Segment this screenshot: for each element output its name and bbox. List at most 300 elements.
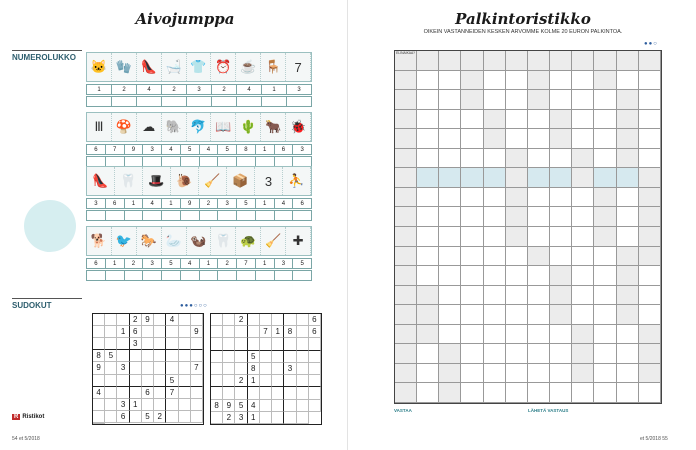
answer-cell[interactable]	[506, 286, 528, 306]
sudoku-cell[interactable]	[272, 412, 284, 424]
sudoku-cell[interactable]	[260, 400, 272, 412]
answer-cell[interactable]	[143, 210, 162, 221]
answer-cell[interactable]	[528, 129, 550, 149]
answer-cell[interactable]	[639, 305, 661, 325]
answer-cell[interactable]	[275, 270, 294, 281]
sudoku-cell[interactable]	[179, 411, 191, 423]
sudoku-cell[interactable]	[309, 400, 321, 412]
answer-cell[interactable]	[617, 71, 639, 91]
sudoku-cell[interactable]	[179, 399, 191, 411]
answer-cell[interactable]	[417, 110, 439, 130]
sudoku-cell[interactable]	[130, 411, 142, 423]
sudoku-cell[interactable]	[166, 338, 178, 350]
sudoku-cell[interactable]	[93, 399, 105, 411]
sudoku-cell[interactable]	[309, 338, 321, 350]
answer-cell[interactable]	[484, 305, 506, 325]
answer-cell[interactable]	[528, 207, 550, 227]
answer-cell[interactable]	[572, 305, 594, 325]
answer-cell[interactable]	[572, 207, 594, 227]
answer-cell[interactable]	[550, 90, 572, 110]
answer-cell[interactable]	[550, 71, 572, 91]
sudoku-cell[interactable]	[117, 314, 129, 326]
sudoku-cell[interactable]	[211, 351, 223, 363]
answer-cell[interactable]	[417, 207, 439, 227]
answer-cell[interactable]	[639, 110, 661, 130]
answer-cell[interactable]	[528, 110, 550, 130]
sudoku-cell[interactable]	[297, 314, 309, 326]
answer-cell[interactable]	[461, 247, 483, 267]
sudoku-cell[interactable]	[284, 375, 296, 387]
answer-cell[interactable]	[617, 227, 639, 247]
answer-cell[interactable]	[256, 270, 275, 281]
answer-cell[interactable]	[417, 168, 439, 188]
sudoku-cell[interactable]	[105, 338, 117, 350]
answer-cell[interactable]	[417, 90, 439, 110]
answer-cell[interactable]	[461, 305, 483, 325]
answer-cell[interactable]	[439, 90, 461, 110]
answer-cell[interactable]	[506, 110, 528, 130]
answer-cell[interactable]	[528, 286, 550, 306]
answer-cell[interactable]	[639, 90, 661, 110]
answer-cell[interactable]	[594, 110, 616, 130]
sudoku-cell[interactable]	[235, 351, 247, 363]
sudoku-cell[interactable]	[284, 387, 296, 399]
sudoku-cell[interactable]	[93, 326, 105, 338]
answer-cell[interactable]	[550, 344, 572, 364]
answer-cell[interactable]	[528, 364, 550, 384]
answer-cell[interactable]	[550, 247, 572, 267]
sudoku-cell[interactable]	[272, 387, 284, 399]
answer-cell[interactable]	[550, 188, 572, 208]
sudoku-cell[interactable]	[211, 375, 223, 387]
sudoku-cell[interactable]	[211, 338, 223, 350]
answer-cell[interactable]	[506, 364, 528, 384]
answer-cell[interactable]	[639, 149, 661, 169]
answer-cell[interactable]	[572, 129, 594, 149]
answer-row[interactable]	[86, 270, 312, 281]
answer-cell[interactable]	[617, 383, 639, 403]
answer-cell[interactable]	[639, 129, 661, 149]
sudoku-cell[interactable]	[297, 363, 309, 375]
answer-cell[interactable]	[125, 210, 144, 221]
answer-cell[interactable]	[484, 364, 506, 384]
sudoku-cell[interactable]	[130, 350, 142, 362]
sudoku-cell[interactable]	[297, 387, 309, 399]
sudoku-cell[interactable]	[154, 350, 166, 362]
answer-cell[interactable]	[484, 227, 506, 247]
answer-cell[interactable]	[439, 247, 461, 267]
answer-cell[interactable]	[572, 188, 594, 208]
sudoku-cell[interactable]	[297, 351, 309, 363]
answer-cell[interactable]	[417, 364, 439, 384]
sudoku-cell[interactable]	[297, 375, 309, 387]
answer-cell[interactable]	[181, 270, 200, 281]
answer-cell[interactable]	[461, 364, 483, 384]
answer-cell[interactable]	[506, 325, 528, 345]
answer-cell[interactable]	[137, 96, 162, 107]
sudoku-cell[interactable]	[179, 338, 191, 350]
sudoku-cell[interactable]	[179, 350, 191, 362]
sudoku-cell[interactable]	[117, 350, 129, 362]
answer-cell[interactable]	[572, 247, 594, 267]
answer-cell[interactable]	[594, 149, 616, 169]
sudoku-cell[interactable]	[272, 375, 284, 387]
answer-cell[interactable]	[86, 270, 106, 281]
sudoku-cell[interactable]	[223, 351, 235, 363]
sudoku-cell[interactable]	[142, 326, 154, 338]
answer-cell[interactable]	[461, 266, 483, 286]
sudoku-cell[interactable]	[309, 375, 321, 387]
sudoku-cell[interactable]	[309, 351, 321, 363]
answer-cell[interactable]	[594, 266, 616, 286]
sudoku-cell[interactable]	[166, 362, 178, 374]
answer-cell[interactable]	[639, 286, 661, 306]
answer-cell[interactable]	[106, 210, 125, 221]
sudoku-cell[interactable]	[211, 363, 223, 375]
answer-cell[interactable]	[212, 96, 237, 107]
sudoku-cell[interactable]	[105, 399, 117, 411]
answer-cell[interactable]	[187, 96, 212, 107]
answer-cell[interactable]	[506, 90, 528, 110]
sudoku-cell[interactable]	[272, 351, 284, 363]
sudoku-cell: 2	[130, 314, 142, 326]
answer-cell[interactable]	[417, 266, 439, 286]
sudoku-cell[interactable]	[117, 387, 129, 399]
sudoku-cell[interactable]	[260, 363, 272, 375]
sudoku-cell[interactable]	[309, 363, 321, 375]
answer-row[interactable]	[86, 96, 312, 107]
sudoku-cell[interactable]	[309, 387, 321, 399]
sudoku-cell[interactable]	[235, 338, 247, 350]
sudoku-cell[interactable]	[105, 314, 117, 326]
answer-cell[interactable]	[439, 149, 461, 169]
sudoku-cell[interactable]	[297, 338, 309, 350]
sudoku-cell[interactable]	[272, 363, 284, 375]
answer-cell[interactable]	[550, 207, 572, 227]
answer-cell[interactable]	[262, 96, 287, 107]
answer-cell[interactable]	[218, 270, 237, 281]
answer-cell[interactable]	[287, 96, 312, 107]
answer-cell[interactable]	[484, 149, 506, 169]
answer-cell[interactable]	[484, 286, 506, 306]
answer-cell[interactable]	[417, 383, 439, 403]
answer-cell[interactable]	[86, 96, 112, 107]
sudoku-cell[interactable]	[260, 412, 272, 424]
sudoku-cell[interactable]	[117, 375, 129, 387]
sudoku-cell[interactable]	[260, 351, 272, 363]
answer-cell[interactable]	[617, 344, 639, 364]
sudoku-cell[interactable]	[166, 350, 178, 362]
answer-cell[interactable]	[572, 227, 594, 247]
sudoku-cell[interactable]	[248, 314, 260, 326]
answer-cell[interactable]	[417, 344, 439, 364]
sudoku-cell[interactable]	[105, 387, 117, 399]
sudoku-cell[interactable]	[105, 362, 117, 374]
answer-cell[interactable]	[594, 325, 616, 345]
answer-cell[interactable]	[506, 247, 528, 267]
answer-cell[interactable]	[617, 168, 639, 188]
answer-cell[interactable]	[275, 210, 294, 221]
sudoku-cell[interactable]	[105, 411, 117, 423]
sudoku-cell[interactable]	[154, 314, 166, 326]
sudoku-cell[interactable]	[179, 326, 191, 338]
sudoku-cell[interactable]	[223, 338, 235, 350]
sudoku-cell[interactable]	[272, 314, 284, 326]
answer-cell[interactable]	[417, 247, 439, 267]
answer-cell[interactable]	[528, 344, 550, 364]
answer-cell[interactable]	[484, 207, 506, 227]
answer-cell[interactable]	[162, 96, 187, 107]
sudoku-cell[interactable]	[272, 338, 284, 350]
sudoku-cell[interactable]	[284, 314, 296, 326]
answer-cell[interactable]	[572, 110, 594, 130]
answer-cell[interactable]	[461, 344, 483, 364]
sudoku-cell[interactable]	[297, 400, 309, 412]
answer-cell[interactable]	[506, 71, 528, 91]
sudoku-cell[interactable]	[223, 363, 235, 375]
sudoku-cell[interactable]	[260, 375, 272, 387]
answer-cell[interactable]	[112, 96, 137, 107]
answer-cell[interactable]	[237, 210, 256, 221]
sudoku-cell[interactable]	[260, 314, 272, 326]
answer-cell[interactable]	[162, 210, 181, 221]
answer-cell[interactable]	[617, 364, 639, 384]
answer-cell[interactable]	[484, 344, 506, 364]
answer-cell[interactable]	[594, 168, 616, 188]
answer-cell[interactable]	[594, 383, 616, 403]
answer-cell[interactable]	[181, 210, 200, 221]
answer-cell[interactable]	[461, 129, 483, 149]
answer-cell[interactable]	[218, 210, 237, 221]
answer-cell[interactable]	[594, 286, 616, 306]
answer-cell[interactable]	[461, 227, 483, 247]
sudoku-cell[interactable]	[179, 314, 191, 326]
sudoku-cell[interactable]	[166, 399, 178, 411]
sudoku-cell[interactable]	[191, 375, 203, 387]
answer-cell[interactable]	[594, 129, 616, 149]
answer-cell[interactable]	[572, 266, 594, 286]
sudoku-cell[interactable]	[93, 338, 105, 350]
sudoku-cell[interactable]	[130, 375, 142, 387]
answer-cell[interactable]	[506, 383, 528, 403]
answer-cell[interactable]	[256, 210, 275, 221]
answer-cell[interactable]	[461, 207, 483, 227]
answer-cell[interactable]	[550, 149, 572, 169]
sudoku-cell[interactable]	[191, 399, 203, 411]
answer-cell[interactable]	[439, 110, 461, 130]
answer-cell[interactable]	[506, 266, 528, 286]
sudoku-cell[interactable]	[142, 338, 154, 350]
sudoku-cell[interactable]	[211, 412, 223, 424]
sudoku-cell[interactable]	[117, 338, 129, 350]
answer-cell[interactable]	[550, 383, 572, 403]
answer-cell[interactable]	[417, 188, 439, 208]
answer-cell[interactable]	[572, 71, 594, 91]
answer-cell[interactable]	[439, 305, 461, 325]
sudoku-cell[interactable]	[235, 387, 247, 399]
answer-cell[interactable]	[594, 247, 616, 267]
sudoku-cell[interactable]	[297, 326, 309, 338]
sudoku-cell[interactable]	[154, 375, 166, 387]
sudoku-cell[interactable]	[93, 411, 105, 423]
sudoku-cell[interactable]	[166, 326, 178, 338]
answer-cell[interactable]	[484, 90, 506, 110]
answer-cell[interactable]	[439, 188, 461, 208]
sudoku-cell[interactable]	[93, 423, 105, 424]
sudoku-cell[interactable]	[211, 314, 223, 326]
answer-cell[interactable]	[572, 90, 594, 110]
answer-cell[interactable]	[572, 286, 594, 306]
sudoku-cell[interactable]	[191, 411, 203, 423]
sudoku-cell[interactable]	[284, 338, 296, 350]
answer-cell[interactable]	[461, 168, 483, 188]
answer-cell[interactable]	[439, 168, 461, 188]
answer-cell[interactable]	[617, 188, 639, 208]
sudoku-cell[interactable]	[154, 362, 166, 374]
answer-cell[interactable]	[639, 71, 661, 91]
answer-cell[interactable]	[617, 325, 639, 345]
sudoku-cell[interactable]	[223, 387, 235, 399]
answer-cell[interactable]	[528, 188, 550, 208]
sudoku-cell[interactable]	[211, 326, 223, 338]
answer-cell[interactable]	[200, 270, 219, 281]
answer-cell[interactable]	[594, 364, 616, 384]
answer-cell[interactable]	[461, 149, 483, 169]
sudoku-cell[interactable]	[154, 387, 166, 399]
answer-cell[interactable]	[550, 227, 572, 247]
sudoku-cell[interactable]	[154, 326, 166, 338]
answer-cell[interactable]	[417, 227, 439, 247]
answer-cell[interactable]	[439, 129, 461, 149]
answer-cell[interactable]	[572, 383, 594, 403]
answer-cell[interactable]	[506, 344, 528, 364]
answer-cell[interactable]	[461, 188, 483, 208]
answer-cell[interactable]	[594, 305, 616, 325]
answer-cell[interactable]	[484, 247, 506, 267]
sudoku-cell[interactable]	[248, 326, 260, 338]
answer-cell[interactable]	[484, 71, 506, 91]
answer-cell[interactable]	[484, 168, 506, 188]
sudoku-cell[interactable]	[166, 411, 178, 423]
sudoku-cell[interactable]	[93, 314, 105, 326]
answer-cell[interactable]	[237, 270, 256, 281]
sudoku-cell[interactable]	[248, 387, 260, 399]
answer-cell[interactable]	[439, 286, 461, 306]
answer-cell[interactable]	[639, 266, 661, 286]
sudoku-cell[interactable]	[142, 375, 154, 387]
answer-cell[interactable]	[528, 305, 550, 325]
answer-cell[interactable]	[439, 266, 461, 286]
answer-cell[interactable]	[125, 270, 144, 281]
answer-cell[interactable]	[143, 270, 162, 281]
sudoku-cell[interactable]	[284, 400, 296, 412]
answer-cell[interactable]	[293, 270, 312, 281]
clue-cell	[617, 247, 639, 267]
sudoku-cell[interactable]	[179, 387, 191, 399]
sudoku-cell[interactable]	[248, 338, 260, 350]
answer-cell[interactable]	[417, 129, 439, 149]
sudoku-cell[interactable]	[142, 399, 154, 411]
answer-cell[interactable]	[594, 344, 616, 364]
answer-cell[interactable]	[639, 383, 661, 403]
answer-cell[interactable]	[506, 305, 528, 325]
sudoku-cell[interactable]	[272, 400, 284, 412]
sudoku-cell[interactable]	[191, 350, 203, 362]
answer-cell[interactable]	[461, 383, 483, 403]
sudoku-cell[interactable]	[154, 338, 166, 350]
sudoku-cell[interactable]	[179, 362, 191, 374]
answer-cell[interactable]	[528, 266, 550, 286]
answer-cell[interactable]	[439, 325, 461, 345]
answer-cell[interactable]	[484, 266, 506, 286]
sudoku-cell[interactable]	[105, 375, 117, 387]
sudoku-cell[interactable]	[260, 338, 272, 350]
answer-row[interactable]	[86, 210, 312, 221]
sudoku-cell[interactable]	[130, 387, 142, 399]
answer-cell[interactable]	[506, 129, 528, 149]
answer-cell[interactable]	[417, 71, 439, 91]
answer-cell[interactable]	[439, 207, 461, 227]
answer-cell[interactable]	[461, 110, 483, 130]
answer-cell[interactable]	[417, 149, 439, 169]
answer-cell[interactable]	[528, 168, 550, 188]
answer-cell[interactable]	[293, 210, 312, 221]
sudoku-cell[interactable]	[235, 363, 247, 375]
sudoku-cell[interactable]	[284, 351, 296, 363]
sudoku-cell[interactable]	[191, 387, 203, 399]
answer-cell[interactable]	[200, 210, 219, 221]
sudoku-cell[interactable]	[284, 412, 296, 424]
answer-cell[interactable]	[461, 286, 483, 306]
sudoku-cell[interactable]	[235, 326, 247, 338]
answer-cell[interactable]	[439, 71, 461, 91]
sudoku-cell[interactable]	[142, 362, 154, 374]
answer-cell[interactable]	[528, 383, 550, 403]
sudoku-cell[interactable]	[260, 387, 272, 399]
sudoku-cell[interactable]	[223, 326, 235, 338]
answer-cell[interactable]	[237, 96, 262, 107]
answer-cell[interactable]	[484, 383, 506, 403]
answer-cell[interactable]	[86, 210, 106, 221]
answer-cell[interactable]	[439, 227, 461, 247]
sudoku-cell[interactable]	[191, 314, 203, 326]
answer-cell[interactable]	[528, 149, 550, 169]
sudoku-cell[interactable]	[179, 375, 191, 387]
sudoku-cell[interactable]	[130, 362, 142, 374]
sudoku-cell[interactable]	[223, 375, 235, 387]
answer-cell[interactable]	[550, 364, 572, 384]
sudoku-cell[interactable]	[211, 387, 223, 399]
answer-cell[interactable]	[106, 270, 125, 281]
sudoku-cell[interactable]	[142, 350, 154, 362]
sudoku-cell[interactable]	[154, 399, 166, 411]
answer-cell[interactable]	[550, 168, 572, 188]
answer-cell[interactable]	[528, 325, 550, 345]
sudoku-cell[interactable]	[297, 412, 309, 424]
answer-cell[interactable]	[528, 227, 550, 247]
sudoku-cell[interactable]	[223, 314, 235, 326]
answer-cell[interactable]	[461, 325, 483, 345]
answer-cell[interactable]	[550, 325, 572, 345]
sudoku-cell[interactable]	[105, 326, 117, 338]
answer-cell[interactable]	[484, 325, 506, 345]
answer-cell[interactable]	[594, 90, 616, 110]
sudoku-cell[interactable]	[191, 338, 203, 350]
answer-cell[interactable]	[617, 207, 639, 227]
answer-cell[interactable]	[484, 188, 506, 208]
sudoku-cell[interactable]	[93, 375, 105, 387]
answer-cell[interactable]	[162, 270, 181, 281]
